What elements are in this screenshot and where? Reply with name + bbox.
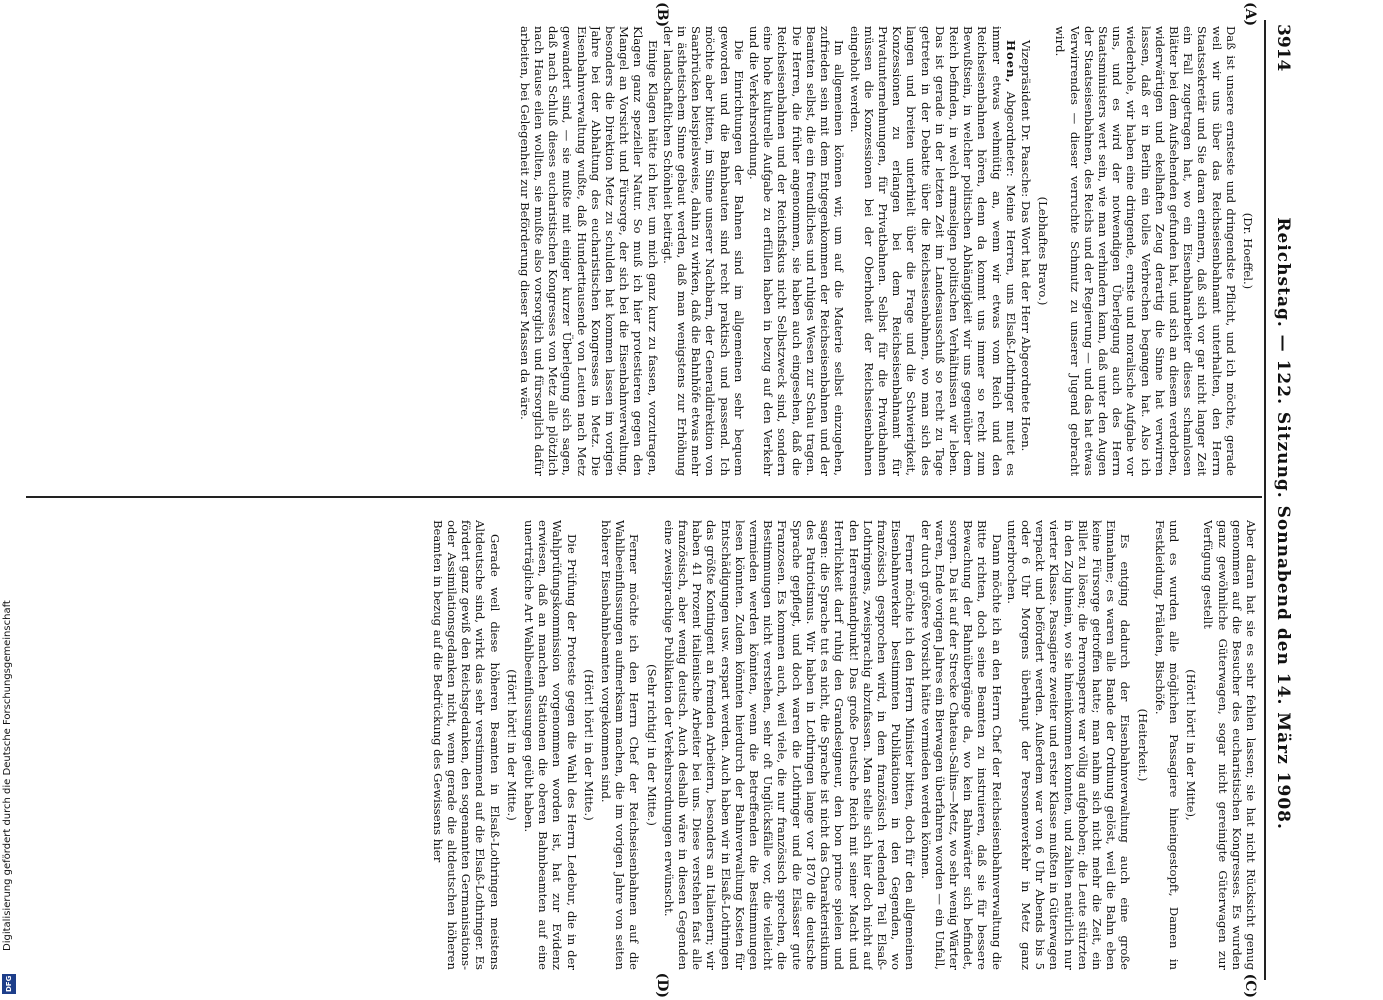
paragraph: Gerade weil diese höheren Beamten in Elsaß-Lothringen meistens Altdeutsche sind, wirkt das sehr verstimmend auf die Elsaß-Lothringer. Es fördert ganz gewiß den Reichsgedanken, den sogenannten Germanisations- oder Assimilationsgedanken nicht, wenn gerade die altdeutschen höheren Beamten in bezug auf die Bedrückung des Gewissens hier (430, 520, 502, 970)
left-text-column (24, 26, 1258, 476)
interjection: (Hört! hört! in der Mitte.) (581, 669, 596, 821)
credit-text: Digitalisierung gefördert durch die Deutsche Forschungsgemeinschaft (2, 600, 13, 951)
paragraph: Dann möchte ich an den Herrn Chef der Reichseisenbahnverwaltung die Bitte richten, doch seine Beamten zu instruieren, daß sie für bessere Bewachung der Bahnübergänge da, wo kein Bahnwärter sich befindet, sorgen. Da ist auf der Strecke Chateau-Salins—Metz, wo sehr wenig Wärter waren, Ende vorigen Jahres ein Bierwagen überfahren worden — ein Unfall, der durch größere Vorsicht hätte vermieden werden können. (918, 520, 1004, 970)
column-divider (26, 496, 1262, 498)
interjection: (Hört! hört! in der Mitte), (1184, 669, 1199, 821)
interjection: (Hört! hört! in der Mitte.) (504, 669, 519, 821)
paragraph: Einige Klagen hätte ich hier, um mich ganz kurz zu fassen, vorzutragen, Klagen ganz spezieller Natur. So muß ich hier protestieren gegen den Mangel an Vorsicht und Fürsorge, der sich bei die Eisenbahnverwaltung, besonders die Direktion Metz zu schulden hat kommen lassen im vorigen Jahre bei der Abhaltung des eucharistischen Kongresses in Metz. Die Eisenbahnverwaltung wußte, daß Hunderttausende von Leuten nach Metz gewandert sind, — sie mußte mit einiger kurzer Überlegung sich sagen, daß nach Schluß dieses eucharistischen Kongresses von Metz alle plötzlich nach Hause eilen wollten, sie mußte also vorsorglich und fürsorglich dafür arbeiten, bei Gelegenheit zur Beförderung dieser Massen da wäre. (517, 26, 660, 476)
digitization-credit (2, 12, 18, 992)
page-number: 3914 (1273, 24, 1293, 72)
header-rule (1264, 20, 1266, 980)
paragraph: Es entging dadurch der Eisenbahnverwaltung auch eine große Einnahme; es waren alle Bande der Ordnung gelöst, weil die Bahn eben keine Fürsorge getroffen hatte; man nahm sich nicht mehr die Zeit, ein Billet zu lösen; die Perronsperre war völlig aufgehoben; die Leute stürzten in den Zug hinein, wo sie hineinkommen konnten, und zahlten natürlich nur vierter Klasse. Passagiere zweiter und erster Klasse mußten in Güterwagen verpackt und befördert werden. Außerdem war von 6 Uhr Abends bis 5 oder 6 Uhr Morgens überhaupt der Personenverkehr in Metz ganz unterbrochen. (1004, 520, 1133, 970)
page-title: Reichstag. — 122. Sitzung. Sonnabend den 14. März 1908. (1273, 217, 1293, 830)
paragraph: Aber daran hat sie es sehr fehlen lassen; sie hat nicht Rücksicht genug genommen auf die Besucher des eucharistischen Kongresses. Es wurden ganz gewöhnliche Güterwagen, sogar nicht gereinigte Güterwagen zur Verfügung gestellt (1201, 520, 1258, 970)
paragraph (847, 26, 1017, 476)
paragraph: Daß ist unsere ernsteste und dringendste Pflicht, und ich möchte, gerade weil wir uns über das Reichseisenbahnamt unterhalten, den Herrn Staatssekretär und Sie daran erinnern, daß sich vor gar nicht langer Zeit ein Fall zugetragen hat, wo ein Eisenbahnarbeiter dieses schamlosen Blätter bei dem Aufsehenden gefunden hat, und sich an diesem verdorben, widerwärtigen und ekelhaften Zeug derartig die Sinne hat verwirren lassen, daß er in Berlin ein tolles Verbrechen begangen hat. Also ich wiederhole, wir haben eine dringende, ernste und moralische Aufgabe vor uns, und es wird der notwendigen Überlegung auch des Herrn Staatsministers wert sein, wie man verhindern kann, daß unter den Augen der Staatseisenbahnen, des Reichs und der Regierung — und das hat etwas Verwirrendes — dieser verruchte Schmutz zu unserer Jugend gebracht wird. (1053, 26, 1238, 476)
margin-mark-d: (D) (654, 972, 670, 998)
interjection: (Lebhaftes Bravo.) (1036, 196, 1051, 306)
interjection: (Sehr richtig! in der Mitte.) (644, 664, 659, 826)
paragraph: Die Prüfung der Proteste gegen die Wahl des Herrn Ledebur, die in der Wahlprüfungskommission vorgenommen worden ist, hat zur Evidenz erwiesen, daß an manchen Stationen die oberen Bahnbeamten auf eine unerträgliche Art Wahlbeeinflussungen geübt haben. (522, 520, 579, 970)
margin-mark-c: (C) (1242, 973, 1258, 998)
interjection: (Dr. Hoeffel.) (1241, 212, 1255, 290)
right-text-column (24, 520, 1258, 970)
paragraph: Die Einrichtungen der Bahnen sind im allgemeinen sehr bequem geworden und die Bahnbauten sind recht praktisch und passend. Ich möchte aber bitten, im Sinne unserer Nachbarn, der Generaldirektion von Saarbrücken beispielsweise, dahin zu wirken, daß die Bahnhöfe etwas mehr in ästhetischem Sinne gebaut werden, daß man wenigstens zur Erhöhung der landschaftlichen Schönheit beiträgt. (660, 26, 746, 476)
dfg-logo-icon: DFG (2, 974, 16, 994)
speech-text: Abgeordneter: Meine Herren, uns Elsaß-Lothringer mutet es immer etwas wehmütig an, wenn wir etwas vom Reich und den Reichseisenbahnen hören, denn da kommt uns immer so recht zum Bewußtsein, in welcher politischen Abhängigkeit wir uns gegenüber dem Reich befinden, in welch armseligen politischen Verhältnissen wir leben. Das ist gerade in der letzten Zeit im Landesausschuß so recht zu Tage getreten in der Debatte über die Reichseisenbahnen, wo man sich des langen und breiten unterhielt über die Frage und die Schwierigkeit, Konzessionen zu erlangen bei dem Reichseisenbahnamt für Privatunternehmungen, für Privatbahnen. Selbst für die Privatbahnen müssen die Konzessionen bei der Oberhoheit der Reichseisenbahnen eingeholt werden. (847, 26, 1018, 476)
speaker-name: Hoen, (1003, 40, 1018, 84)
margin-mark-b: (B) (654, 2, 670, 28)
paragraph: Ferner möchte ich den Herrn Minister bitten, doch für den allgemeinen Eisenbahnverkehr bestimmten Publikationen in den Gegenden, wo französisch gesprochen wird, in dem französisch redenden Teil Elsaß-Lothringens, zweisprachig abzufassen. Man stelle sich hier doch nicht auf den Herrenstandpunkt! Das große Deutsche Reich mit seiner Macht und Herrlichkeit darf ruhig den Grandseigneur, den bon prince spielen und sagen: die Sprache tut es nicht, die Sprache ist nicht das Charakteristikum des Patriotismus. Wir haben in Lothringen lange vor 1870 die deutsche Sprache gepflegt, und doch waren die Lothringer und die Elsässer gute Franzosen. Es kommen auch, weil viele, die nur französisch sprechen, die Bestimmungen nicht verstehen, sehr oft Unglücksfälle vor, die vielleicht vermieden werden könnten, wenn die Betreffenden die Bestimmungen lesen könnten. Zudem könnten hierdurch der Bahnverwaltung Kosten für Entschädigungen usw. erspart werden. Auch haben wir in Elsaß-Lothringen das größte Kontingent an fremden Arbeitern, besonders an Italienern; wir haben 41 Prozent italienische Arbeiter bei uns. Diese verstehen fast alle französisch, aber wenig deutsch. Auch deshalb wäre in diesen Gegenden eine zweisprachige Publikation der Verkehrsordnungen erwünscht. (661, 520, 918, 970)
interjection: (Heiterkeit.) (1135, 708, 1150, 782)
paragraph: Ferner möchte ich den Herrn Chef der Reichseisenbahnen auf die Wahlbeeinflussungen aufmerksam machen, die im vorigen Jahre von seiten höherer Eisenbahnbeamten vorgekommen sind. (599, 520, 642, 970)
document-page (10, 0, 1310, 1000)
page-header (1270, 24, 1296, 976)
paragraph: Im allgemeinen können wir, um auf die Materie selbst einzugehen, zufrieden sein mit dem Entgegenkommen der Reichseisenbahnen und der Beamten selbst, die ein freundliches und ruhiges Wesen zur Schau tragen. Die Herren, die früher angenommen, sie haben auch eingesehen, daß die Reichseisenbahnen und der Reichsfiskus nicht Selbstzweck sind, sondern eine hohe kulturelle Aufgabe zu erfüllen haben in bezug auf den Verkehr und die Verkehrsordnung. (747, 26, 847, 476)
paragraph: Vizepräsident Dr. Paasche: Das Wort hat der Herr Abgeordnete Hoen. (1018, 40, 1033, 452)
margin-mark-a: (A) (1242, 2, 1258, 27)
paragraph: und es wurden alle möglichen Passagiere hineingestopft, Damen in Festkleidung, Prälaten, Bischöfe. (1152, 520, 1181, 970)
